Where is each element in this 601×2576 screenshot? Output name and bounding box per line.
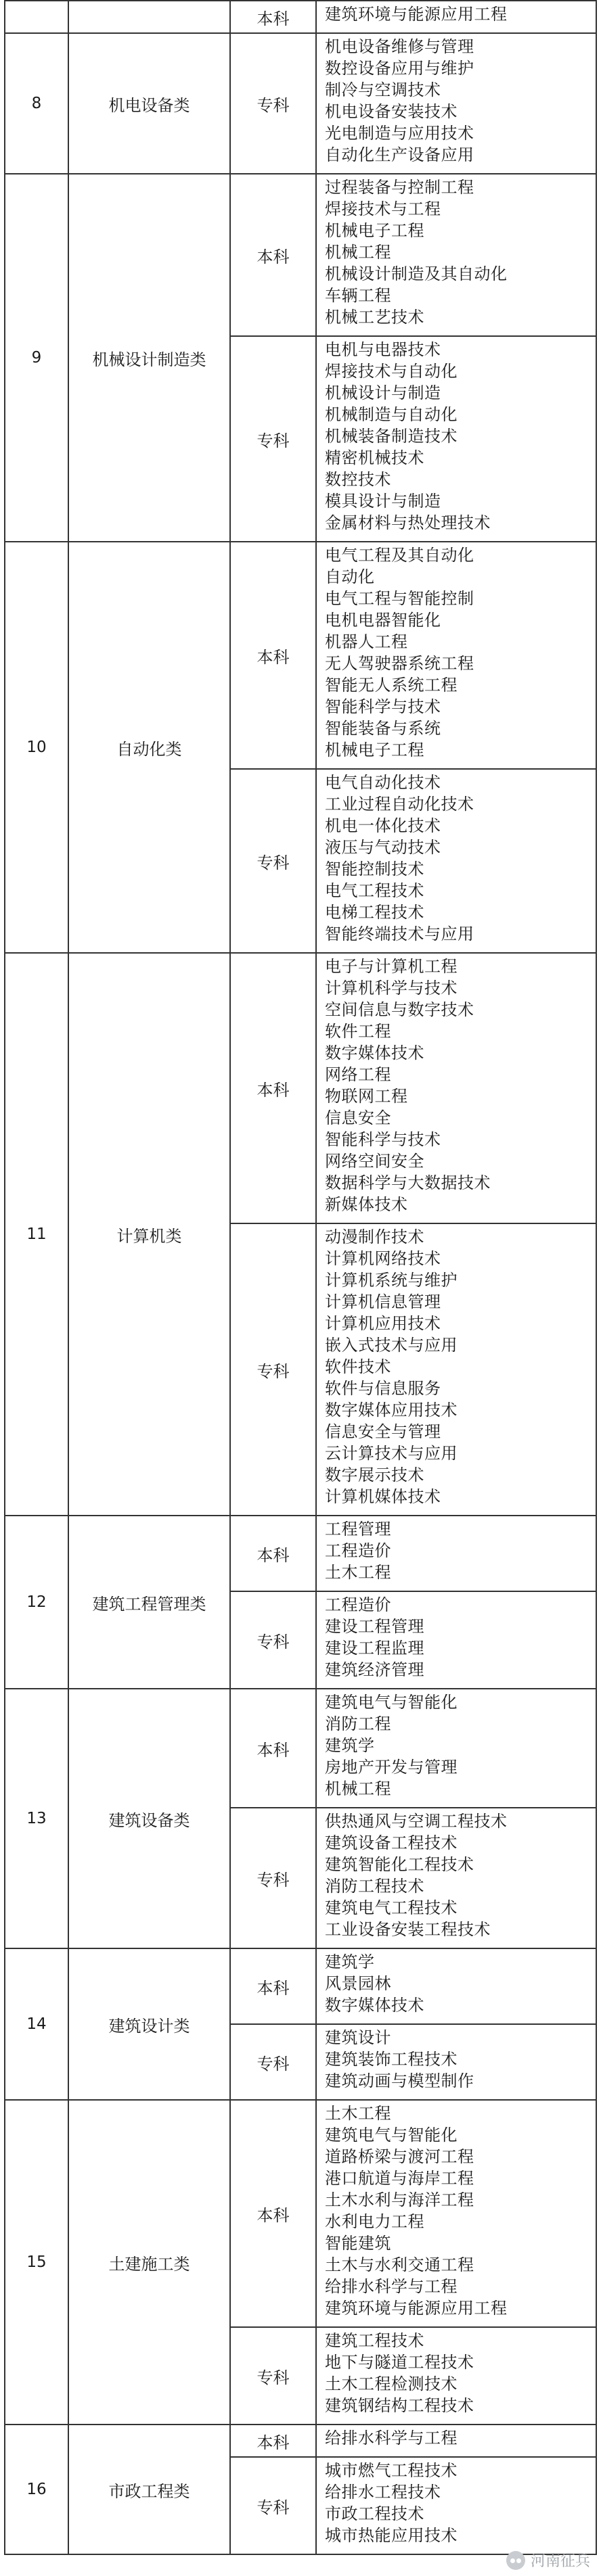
major-item: 建筑环境与能源应用工程 (325, 2299, 508, 2318)
major-item: 光电制造与应用技术 (325, 124, 474, 143)
major-list (316, 1808, 596, 1948)
major-item: 机械工程 (325, 243, 391, 262)
major-item: 土木工程 (325, 1563, 391, 1582)
major-item: 城市热能应用技术 (325, 2526, 458, 2545)
major-list (316, 2457, 596, 2554)
row-number: 16 (5, 2425, 68, 2554)
degree-level: 本科 (230, 1948, 316, 2024)
table-row (5, 1689, 596, 1808)
category-name: 建筑设计类 (68, 1948, 230, 2100)
major-list (316, 174, 596, 336)
table-row (5, 2425, 596, 2457)
degree-level: 本科 (230, 1516, 316, 1591)
major-item: 给排水科学与工程 (325, 2429, 458, 2448)
wechat-icon (506, 2551, 525, 2570)
table-row (5, 953, 596, 1223)
major-item: 供热通风与空调工程技术 (325, 1812, 508, 1831)
major-item: 水利电力工程 (325, 2212, 424, 2231)
major-item: 电梯工程技术 (325, 903, 424, 922)
major-item: 自动化 (325, 567, 375, 586)
degree-level: 本科 (230, 542, 316, 769)
major-item: 过程装备与控制工程 (325, 178, 474, 197)
major-item: 工程造价 (325, 1595, 391, 1614)
degree-level: 本科 (230, 953, 316, 1223)
major-item: 消防工程 (325, 1714, 391, 1733)
row-number (5, 1, 68, 33)
major-item: 数据科学与大数据技术 (325, 1173, 491, 1192)
major-list (316, 336, 596, 542)
degree-level: 本科 (230, 1689, 316, 1808)
major-item: 电机电器智能化 (325, 611, 441, 630)
table-row (5, 1516, 596, 1591)
major-item: 智能控制技术 (325, 860, 424, 879)
major-item: 金属材料与热处理技术 (325, 513, 491, 532)
major-item: 电机与电器技术 (325, 340, 441, 359)
row-number: 12 (5, 1516, 68, 1689)
table-row (5, 33, 596, 174)
major-item: 软件工程 (325, 1022, 391, 1041)
category-name: 土建施工类 (68, 2100, 230, 2425)
major-item: 风景园林 (325, 1974, 391, 1993)
major-item: 智能无人系统工程 (325, 676, 458, 695)
major-item: 智能科学与技术 (325, 697, 441, 716)
watermark-text: 河南征兵 (530, 2553, 590, 2570)
major-item: 机械工艺技术 (325, 308, 424, 327)
major-item: 计算机应用技术 (325, 1314, 441, 1333)
table-row (5, 174, 596, 336)
major-list (316, 33, 596, 174)
row-number: 13 (5, 1689, 68, 1948)
major-list (316, 769, 596, 953)
major-item: 建设工程监理 (325, 1639, 424, 1658)
major-item: 软件与信息服务 (325, 1379, 441, 1398)
major-item: 无人驾驶器系统工程 (325, 654, 474, 673)
major-list (316, 2024, 596, 2100)
major-item: 数控技术 (325, 470, 391, 489)
row-number: 9 (5, 174, 68, 542)
major-item: 工业过程自动化技术 (325, 795, 474, 814)
major-item: 市政工程技术 (325, 2504, 424, 2523)
major-item: 工程管理 (325, 1520, 391, 1539)
major-item: 土木与水利交通工程 (325, 2255, 474, 2274)
category-name: 机械设计制造类 (68, 174, 230, 542)
table-row (5, 2100, 596, 2327)
major-item: 焊接技术与工程 (325, 200, 441, 218)
major-item: 网络工程 (325, 1065, 391, 1084)
major-item: 机电设备维修与管理 (325, 37, 474, 56)
major-list (316, 953, 596, 1223)
major-item: 建筑工程技术 (325, 2331, 424, 2350)
category-name: 市政工程类 (68, 2425, 230, 2554)
category-name: 计算机类 (68, 953, 230, 1516)
major-item: 机械工程 (325, 1779, 391, 1798)
major-item: 建设工程管理 (325, 1617, 424, 1636)
major-item: 工业设备安装工程技术 (325, 1920, 491, 1939)
degree-level: 本科 (230, 2100, 316, 2327)
degree-level: 本科 (230, 174, 316, 336)
major-item: 信息安全 (325, 1108, 391, 1127)
degree-level: 专科 (230, 1223, 316, 1516)
major-item: 给排水工程技术 (325, 2483, 441, 2502)
majors-table (4, 0, 597, 2555)
major-item: 智能终端技术与应用 (325, 924, 474, 943)
major-item: 自动化生产设备应用 (325, 145, 474, 164)
major-item: 计算机网络技术 (325, 1249, 441, 1268)
major-item: 模具设计与制造 (325, 492, 441, 511)
major-item: 机电一体化技术 (325, 816, 441, 835)
major-item: 焊接技术与自动化 (325, 362, 458, 381)
major-item: 车辆工程 (325, 286, 391, 305)
major-item: 给排水科学与工程 (325, 2277, 458, 2296)
major-item: 智能装备与系统 (325, 719, 441, 738)
major-item: 机械设计与制造 (325, 383, 441, 402)
category-name (68, 1, 230, 33)
major-item: 工程造价 (325, 1541, 391, 1560)
major-item: 建筑电气工程技术 (325, 1898, 458, 1917)
major-item: 机械设计制造及其自动化 (325, 264, 508, 283)
major-item: 液压与气动技术 (325, 838, 441, 857)
major-item: 机电设备安装技术 (325, 102, 458, 121)
major-list (316, 2327, 596, 2425)
degree-level: 本科 (230, 1, 316, 33)
major-item: 建筑电气与智能化 (325, 1693, 458, 1712)
major-item: 云计算技术与应用 (325, 1444, 458, 1463)
major-item: 计算机科学与技术 (325, 979, 458, 998)
major-item: 建筑钢结构工程技术 (325, 2396, 474, 2415)
major-list (316, 1948, 596, 2024)
major-item: 制冷与空调技术 (325, 80, 441, 99)
major-item: 城市燃气工程技术 (325, 2461, 458, 2480)
major-item: 网络空间安全 (325, 1152, 424, 1171)
degree-level: 本科 (230, 2425, 316, 2457)
major-item: 机械电子工程 (325, 221, 424, 240)
major-item: 机械电子工程 (325, 741, 424, 759)
major-item: 土木工程检测技术 (325, 2374, 458, 2393)
major-item: 道路桥梁与渡河工程 (325, 2147, 474, 2166)
table-row (5, 542, 596, 769)
category-name: 建筑工程管理类 (68, 1516, 230, 1689)
major-item: 建筑经济管理 (325, 1660, 424, 1679)
row-number: 14 (5, 1948, 68, 2100)
major-item: 建筑智能化工程技术 (325, 1855, 474, 1874)
row-number: 8 (5, 33, 68, 174)
degree-level: 专科 (230, 769, 316, 953)
major-item: 建筑环境与能源应用工程 (325, 5, 508, 24)
degree-level: 专科 (230, 1591, 316, 1689)
category-name: 自动化类 (68, 542, 230, 953)
major-item: 智能科学与技术 (325, 1130, 441, 1149)
degree-level: 专科 (230, 2024, 316, 2100)
degree-level: 专科 (230, 2327, 316, 2425)
major-item: 软件技术 (325, 1357, 391, 1376)
row-number: 10 (5, 542, 68, 953)
major-item: 电气工程与智能控制 (325, 589, 474, 608)
major-item: 数字媒体技术 (325, 1044, 424, 1062)
major-item: 物联网工程 (325, 1087, 408, 1106)
major-item: 数控设备应用与维护 (325, 59, 474, 78)
degree-level: 专科 (230, 33, 316, 174)
major-item: 建筑设计 (325, 2028, 391, 2047)
major-item: 智能建筑 (325, 2234, 391, 2253)
major-item: 电子与计算机工程 (325, 957, 458, 976)
category-name: 建筑设备类 (68, 1689, 230, 1948)
major-list (316, 2100, 596, 2327)
major-list (316, 1591, 596, 1689)
major-item: 电气自动化技术 (325, 773, 441, 792)
row-number: 15 (5, 2100, 68, 2425)
major-item: 空间信息与数字技术 (325, 1000, 474, 1019)
major-item: 建筑装饰工程技术 (325, 2050, 458, 2069)
major-item: 土木水利与海洋工程 (325, 2191, 474, 2209)
major-item: 地下与隧道工程技术 (325, 2353, 474, 2372)
major-item: 动漫制作技术 (325, 1227, 424, 1246)
table-row (5, 1, 596, 33)
major-list (316, 1, 596, 33)
major-item: 土木工程 (325, 2104, 391, 2123)
major-item: 计算机媒体技术 (325, 1487, 441, 1506)
major-item: 建筑电气与智能化 (325, 2126, 458, 2145)
major-item: 数字媒体应用技术 (325, 1401, 458, 1420)
major-item: 嵌入式技术与应用 (325, 1336, 458, 1355)
major-item: 机器人工程 (325, 632, 408, 651)
major-list (316, 1516, 596, 1591)
major-list (316, 2425, 596, 2457)
major-item: 新媒体技术 (325, 1195, 408, 1214)
row-number: 11 (5, 953, 68, 1516)
major-item: 计算机系统与维护 (325, 1271, 458, 1290)
major-item: 建筑学 (325, 1952, 375, 1971)
degree-level: 专科 (230, 2457, 316, 2554)
major-list (316, 1689, 596, 1808)
majors-table-body (5, 1, 596, 2554)
major-item: 建筑设备工程技术 (325, 1833, 458, 1852)
major-item: 港口航道与海岸工程 (325, 2169, 474, 2188)
table-row (5, 1948, 596, 2024)
degree-level: 专科 (230, 336, 316, 542)
category-name: 机电设备类 (68, 33, 230, 174)
major-item: 机械装备制造技术 (325, 427, 458, 446)
degree-level: 专科 (230, 1808, 316, 1948)
major-item: 机械制造与自动化 (325, 405, 458, 424)
watermark (506, 2550, 590, 2571)
major-item: 数字展示技术 (325, 1466, 424, 1484)
major-item: 电气工程及其自动化 (325, 546, 474, 565)
major-item: 消防工程技术 (325, 1877, 424, 1896)
major-item: 数字媒体技术 (325, 1996, 424, 2015)
major-item: 计算机信息管理 (325, 1292, 441, 1311)
major-item: 建筑动画与模型制作 (325, 2071, 474, 2090)
major-list (316, 542, 596, 769)
major-item: 精密机械技术 (325, 448, 424, 467)
major-list (316, 1223, 596, 1516)
major-item: 建筑学 (325, 1736, 375, 1755)
major-item: 房地产开发与管理 (325, 1758, 458, 1777)
major-item: 电气工程技术 (325, 881, 424, 900)
major-item: 信息安全与管理 (325, 1422, 441, 1441)
